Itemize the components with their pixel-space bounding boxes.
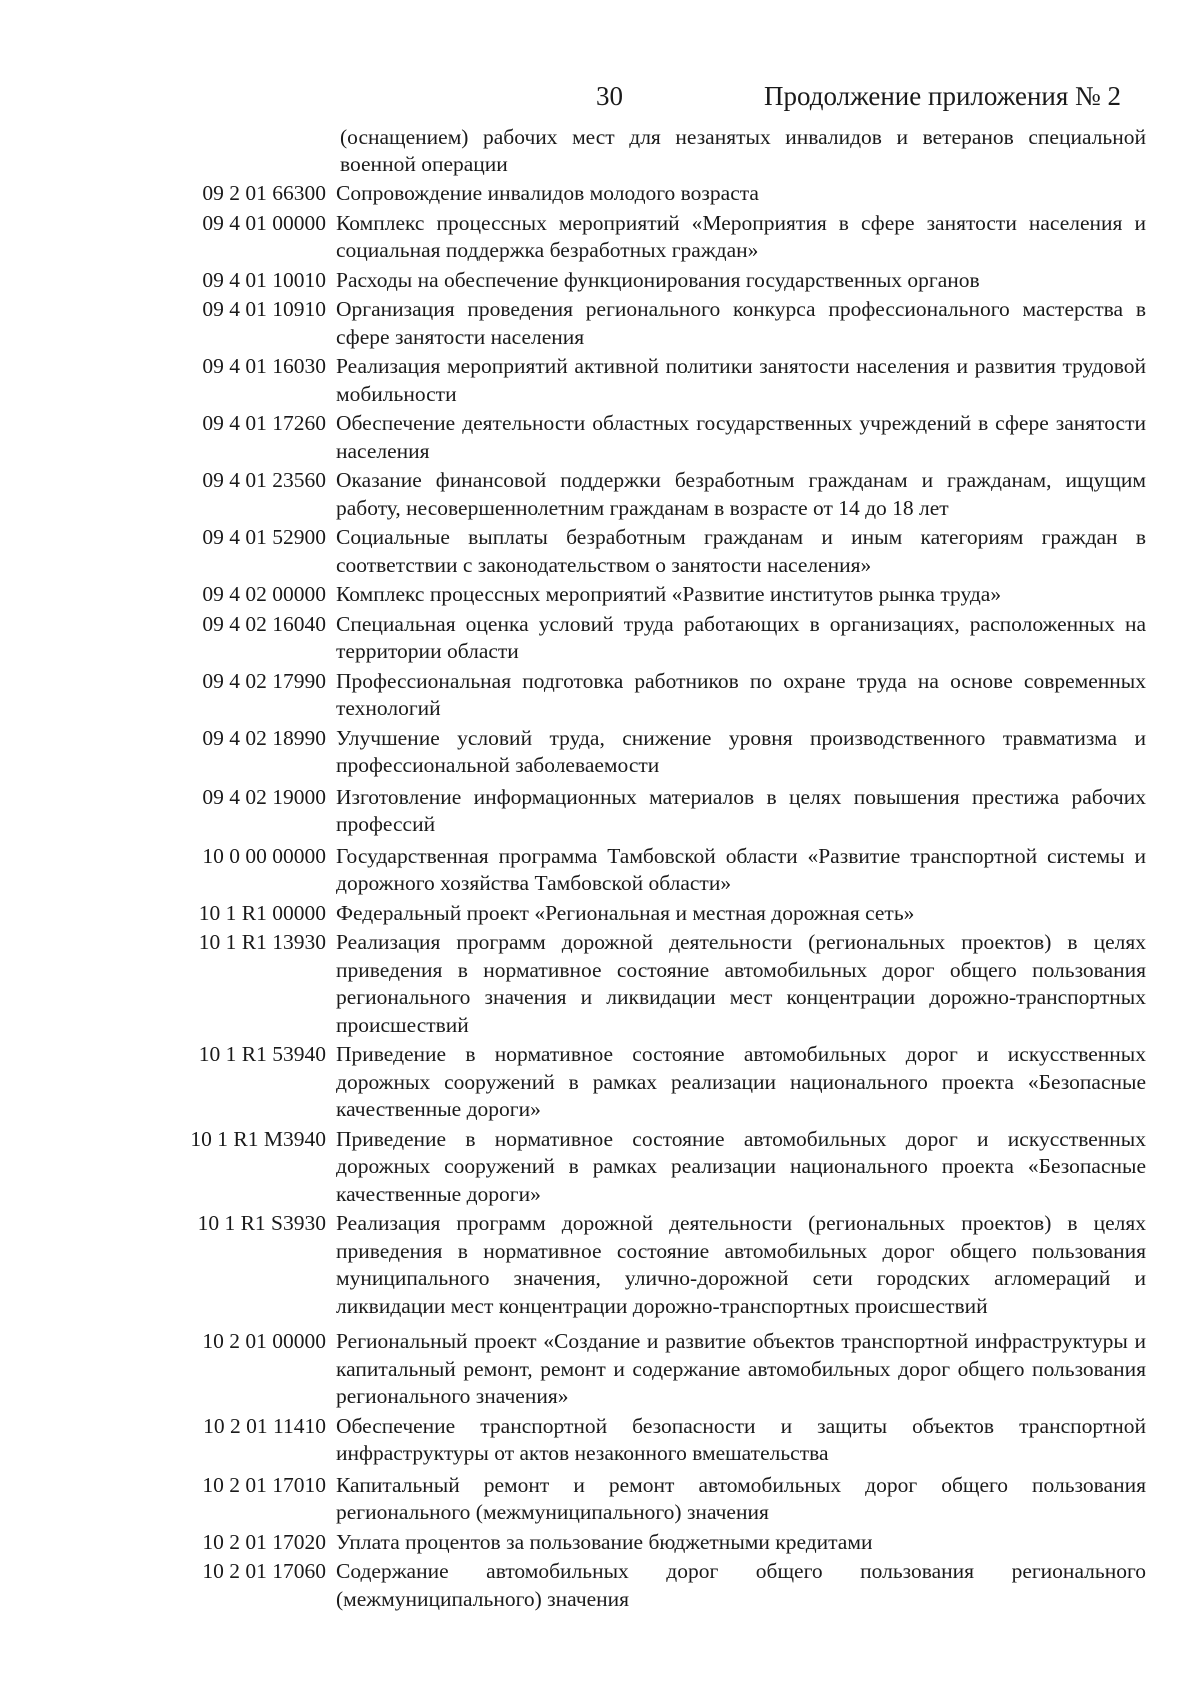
list-item xyxy=(168,581,1146,609)
list-item xyxy=(168,611,1146,666)
list-item xyxy=(168,668,1146,723)
item-description: Федеральный проект «Региональная и местная дорожная сеть» xyxy=(336,900,915,925)
list-item xyxy=(168,210,1146,265)
list-item xyxy=(168,267,1146,295)
budget-code: 10 2 01 11410 xyxy=(203,1413,326,1438)
item-description: Обеспечение транспортной безопасности и защиты объектов транспортной инфраструктуры от актов незаконного вмешательства xyxy=(336,1413,1146,1465)
budget-code: 09 4 01 10910 xyxy=(202,297,326,321)
list-item xyxy=(168,1558,1146,1613)
list-item xyxy=(168,1413,1146,1468)
budget-code: 09 4 02 18990 xyxy=(202,725,326,750)
item-description: Приведение в нормативное состояние автомобильных дорог и искусственных дорожных сооружений в рамках реализации национального проекта «Безопасные качественные дороги» xyxy=(336,1126,1146,1206)
budget-code: 10 0 00 00000 xyxy=(202,843,326,868)
budget-code: 10 2 01 17020 xyxy=(202,1529,326,1554)
item-description: Изготовление информационных материалов в целях повышения престижа рабочих профессий xyxy=(336,784,1146,836)
list-item xyxy=(168,843,1146,898)
budget-code: 09 4 01 16030 xyxy=(202,354,326,378)
list-item xyxy=(168,524,1146,579)
budget-code: 09 4 02 16040 xyxy=(202,611,326,636)
budget-code: 10 2 01 17060 xyxy=(202,1559,326,1583)
budget-code: 09 4 01 52900 xyxy=(202,525,326,549)
continuation-header: Продолжение приложения № 2 xyxy=(764,81,1122,111)
continued-text: (оснащением) рабочих мест для незанятых инвалидов и ветеранов специальной военной операции xyxy=(340,125,1146,176)
item-description: Комплекс процессных мероприятий «Развитие институтов рынка труда» xyxy=(336,582,1002,606)
budget-code: 10 2 01 17010 xyxy=(202,1472,326,1497)
list-item xyxy=(168,296,1146,351)
item-description: Реализация программ дорожной деятельности (региональных проектов) в целях приведения в нормативное состояние автомобильных дорог общего пользования регионального значения и ликвидации мест концентрации дорожно-транспортных происшествий xyxy=(336,930,1146,1037)
item-description: Комплекс процессных мероприятий «Мероприятия в сфере занятости населения и социальная поддержка безработных граждан» xyxy=(336,210,1146,262)
budget-code: 10 1 R1 13930 xyxy=(198,930,326,954)
item-description: Расходы на обеспечение функционирования государственных органов xyxy=(336,267,980,292)
item-description: Социальные выплаты безработным гражданам и иным категориям граждан в соответствии с законодательством о занятости населения» xyxy=(336,525,1146,577)
budget-code: 09 4 01 10010 xyxy=(202,267,326,292)
list-item xyxy=(168,1041,1146,1124)
list-item xyxy=(168,784,1146,839)
budget-code: 09 4 02 19000 xyxy=(202,784,326,809)
budget-code: 09 4 02 00000 xyxy=(202,582,326,606)
item-description: Профессиональная подготовка работников по охране труда на основе современных технологий xyxy=(336,668,1146,720)
list-item xyxy=(168,1472,1146,1527)
budget-code: 09 4 01 23560 xyxy=(202,468,326,492)
item-description: Уплата процентов за пользование бюджетными кредитами xyxy=(336,1529,873,1554)
item-description: Реализация мероприятий активной политики занятости населения и развития трудовой мобильности xyxy=(336,354,1146,406)
list-item xyxy=(168,467,1146,522)
item-description: Сопровождение инвалидов молодого возраста xyxy=(336,181,759,205)
item-description: Капитальный ремонт и ремонт автомобильных дорог общего пользования регионального (межмуниципального) значения xyxy=(336,1472,1146,1524)
item-description: Оказание финансовой поддержки безработным гражданам и гражданам, ищущим работу, несовершеннолетним гражданам в возрасте от 14 до 18 лет xyxy=(336,468,1146,520)
item-description: Реализация программ дорожной деятельности (региональных проектов) в целях приведения в нормативное состояние автомобильных дорог общего пользования муниципального значения, улично-дорожной сети городских агломераций и ликвидации мест концентрации дорожно-транспортных происшествий xyxy=(336,1211,1146,1318)
code-list xyxy=(168,180,1146,1613)
budget-code: 10 1 R1 53940 xyxy=(198,1042,326,1066)
budget-code: 09 4 01 17260 xyxy=(202,411,326,435)
list-item xyxy=(168,900,1146,928)
budget-code: 10 1 R1 S3930 xyxy=(197,1211,326,1235)
item-description: Обеспечение деятельности областных государственных учреждений в сфере занятости населения xyxy=(336,411,1146,463)
item-description: Приведение в нормативное состояние автомобильных дорог и искусственных дорожных сооружений в рамках реализации национального проекта «Безопасные качественные дороги» xyxy=(336,1042,1146,1121)
item-description: Государственная программа Тамбовской области «Развитие транспортной системы и дорожного хозяйства Тамбовской области» xyxy=(336,843,1146,895)
list-item xyxy=(168,410,1146,465)
budget-code: 10 1 R1 00000 xyxy=(198,900,326,925)
list-item xyxy=(168,1210,1146,1320)
item-description: Содержание автомобильных дорог общего пользования регионального (межмуниципального) значения xyxy=(336,1559,1146,1611)
list-item xyxy=(168,1328,1146,1411)
budget-code: 09 4 02 17990 xyxy=(202,668,326,693)
list-item xyxy=(168,353,1146,408)
budget-code: 10 1 R1 M3940 xyxy=(190,1126,326,1151)
budget-code: 09 2 01 66300 xyxy=(202,181,326,205)
list-item xyxy=(168,1126,1146,1209)
list-item xyxy=(168,725,1146,780)
budget-code: 09 4 01 00000 xyxy=(202,210,326,235)
item-description: Специальная оценка условий труда работающих в организациях, расположенных на территории области xyxy=(336,611,1146,663)
list-item xyxy=(168,1529,1146,1557)
item-description: Организация проведения регионального конкурса профессионального мастерства в сфере занятости населения xyxy=(336,297,1146,349)
item-description: Региональный проект «Создание и развитие объектов транспортной инфраструктуры и капитальный ремонт, ремонт и содержание автомобильных дорог общего пользования регионального значения» xyxy=(336,1329,1146,1408)
item-description: Улучшение условий труда, снижение уровня производственного травматизма и профессиональной заболеваемости xyxy=(336,725,1146,777)
list-item xyxy=(168,929,1146,1039)
page-number: 30 xyxy=(596,81,623,111)
budget-code: 10 2 01 00000 xyxy=(202,1329,326,1353)
list-item xyxy=(168,180,1146,208)
